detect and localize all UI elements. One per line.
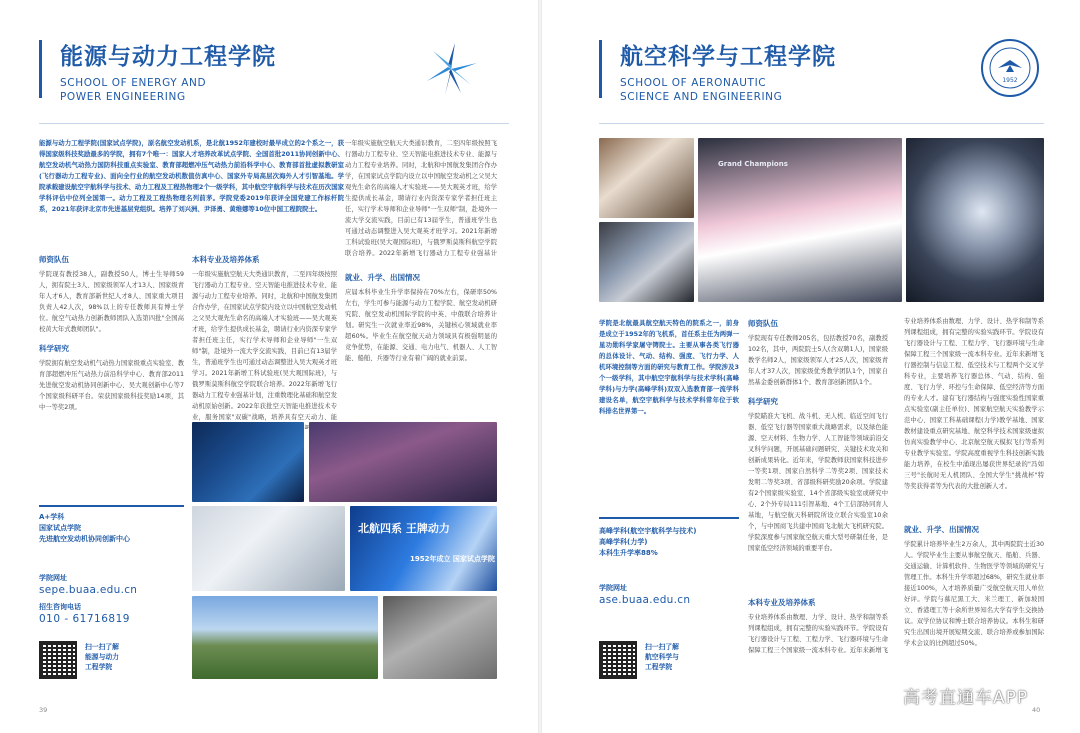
school-website-link[interactable]: ase.buaa.edu.cn [599,594,691,606]
right-page [542,0,1080,733]
left-side-info: A+学科 国家试点学院 先进航空发动机协同创新中心 学院网址 sepe.buaa.edu.cn 招生咨询电话 010 - 61716819 [39,512,184,625]
right-column-2 [748,310,888,656]
section-heading: 就业、升学、出国情况 [904,525,979,534]
section-body: 一年级实施航空航天大类通识教育，二至四年级按照飞行器动力工程专业、空天智能电推进技术专业、能源与动力工程专业培养。同时，北航和中国航发集团合作办学，在国家试点学院内设立以中国航空发动机之父吴大观先生命名的高端人才实验班——吴大观英才班，给学生提供成长基金，聘请行业内资深专家学者担任班主任，实行学术导师和企业导师"一生双师"制，赴境外一流大学交流实践，目前已有13届学生，普通班学生也可通过动态调整进入吴大观英才班学习。2021年新增工科试验班(吴大观国际班)，与俄罗斯莫斯科航空学院联合培养。2022年新增飞行器动力工程专业强基计划，注重数理化基础和航空发动机原始创新。2022年获批空天智能电推进技术专业，服务国家"双碳"战略，培养具有空天动力、能 创新 [192,271,337,429]
section-body: 学院瞄准大飞机、战斗机、无人机、临近空间飞行器、低空飞行器等国家重大战略需求，以及绿色能源、空天材料、生物力学、人工智能等领域前沿交叉科学问题，开展基础问题研究、关键技术攻关和创新成果转化。近年来，学院教师获国家科技进步一等奖1项、国家自然科学二等奖2项、国家技术发明二等奖3项、省部级科研奖励20余项。学院建有2个国家级实验室、14个省部级实验室或研究中心、2个外专局111引智基地、4个工信部协同育人基地，与航空航天科研院所设立联合实验室10余个，与中国商飞共建中国商飞北航大飞机研究院。学院深度参与国家航空航天重大型号研制任务，是国家低空经济领域的重要平台。 [748,413,888,552]
section-heading: 本科专业及培养体系 [192,255,260,264]
section-body: 专业培养体系由数理、力学、设计、热学和制等系列课程组成，拥有完整的实验实践环节。学院设有飞行器设计与工程、工程力学、飞行器环境与生命保障工程三个国家级一流本科专业。近年来新增飞 [748,614,888,654]
title-accent-bar [599,40,602,98]
title-accent-bar [39,40,42,98]
section-heading: 本科专业及培养体系 [748,598,816,607]
energy-pinwheel-logo-icon [420,38,482,100]
buaa-seal-logo-icon [980,38,1040,98]
section-heading: 师资队伍 [748,319,778,328]
left-column-3 [345,138,497,364]
photo-wind-tunnel [906,138,1044,302]
intro-paragraph: 能源与动力工程学院(国家试点学院)，原名航空发动机系，是北航1952年建校时最早成立的2个系之一，获得国家级科技奖励最多的学院，拥有7个唯一：国家人才培养改革试点学院、全国首批2011协同创新中心、航空发动机气动热力国防科技重点实验室、教育部超燃冲压气动热力前沿科学中心、教育部首批虚拟教研室(飞行器动力工程专业)、面向全行业的航空发动机数值仿真中心、国家外专局高层次海外人才引智基地。学院承载建设航空宇航科学与技术、动力工程及工程热物理2个一级学科，其中航空宇航科学与技术在历次国家学科评估中位列全国第一。动力工程及工程热物理名列前茅。学院党委2019年获评全国党建工作标杆院系，2021年获评北京市先进基层党组织。培养了刘兴洲、尹泽勇、黄维娜等10位中国工程院院士。 [39,139,344,213]
right-column-3 [904,316,1044,689]
svg-text:1952: 1952 [1002,77,1018,84]
section-body: 学院现有专任教师205名，包括教授70名，副教授102名，其中，两院院士5人(含双聘1人)，国家级教学名师2人，国家级领军人才25人次，国家级青年人才37人次，国家级优秀教学团队1个，国家自然基金委创新群体1个、教育部创新团队1个。 [748,335,888,386]
right-side-info: 高峰学科(航空宇航科学与技术) 高峰学科(力学) 本科生升学率88% 学院网址 ase.buaa.edu.cn [599,526,739,606]
page-subtitle-en: SCHOOL OF ENERGY AND POWER ENGINEERING [60,77,207,103]
section-body: 学院现有教授38人，副教授50人，博士生导师59人，拥有院士3人、国家级领军人才13人、国家级青年人才6人，教育部新世纪人才8人、国家重大项目负责人42人次，98%以上的专任教师具有博士学位。航空气动热力创新教师团队入选第四批"全国高校黄大年式教师团队"。 [39,271,184,333]
photo-banner: 北航四系 王牌动力 1952年成立 国家试点学院 [350,506,497,591]
section-heading: 科学研究 [748,397,778,406]
left-column-1 [39,246,184,413]
section-body-continued: 一年级实施航空航天大类通识教育，二至四年级按照飞行器动力工程专业、空天智能电推进技术专业、能源与动力工程专业培养。同时，北航和中国航发集团合作办学，在国家试点学院内设立以中国航空发动机之父吴大观先生命名的高端人才实验班——吴大观英才班，给学生提供成长基金，聘请行业内资深专家学者担任班主任，实行学术导师和企业导师"一生双师"制，赴境外一流大学交流实践，目前已有13届学生，普通班学生也可通过动态调整进入吴大观英才班学习。2021年新增工科试验班(吴大观国际班)，与俄罗斯莫斯科航空学院联合培养。2022年新增飞行器动力工程专业强基计 [345,140,497,257]
photo-engine [383,596,497,679]
intro-paragraph: 学院是北航最具航空航天特色的院系之一，前身是成立于1952年的飞机系，首任系主任为两弹一星功勋科学家屠守锷院士。主要从事各类飞行器的总体设计、气动、结构、强度、飞行力学、人机环境控制等方面的研究与教育工作。学院涉及3个一级学科，其中航空宇航科学与技术学科(高峰学科)与力学(高峰学科)双双入选教育部一流学科建设名单，航空宇航科学与技术学科常年位于软科排名世界第一。 [599,319,739,415]
photo-professor [599,138,694,218]
admission-phone[interactable]: 010 - 61716819 [39,613,130,625]
qr-caption: 扫一扫了解 航空科学与 工程学院 [645,643,679,671]
photo-stage [309,422,497,502]
page-number: 40 [1032,706,1041,714]
page-number: 39 [39,706,48,714]
photo-reading [599,222,694,302]
section-heading: 就业、升学、出国情况 [345,273,420,282]
section-body: 应届本科毕业生升学率保持在70%左右，保研率50%左右，学生可参与能源与动力工程学院、航空发动机研究院、航空发动机国际学院的中英、中俄联合培养计划。研究生一次就业率近98%，关键核心领域就业率超60%。毕业生在航空航天动力领域具有极强明显的竞争优势，在能源、交通、电力电气、机器人、人工智能、船舶、兵器等行业有着广阔的就业前景。 [345,289,497,362]
photo-lab-hall [192,506,345,591]
qr-code-icon[interactable] [599,641,637,679]
section-body: 学院拥有航空发动机气动热力国家级重点实验室、教育部超燃冲压气动热力前沿科学中心、教育部2011先进航空发动机协同创新中心、吴大观创新中心等7个国家级科研平台。荣获国家级科技奖励14项，其中一等奖2项。 [39,360,184,411]
section-body-continued: 专业培养体系由数理、力学、设计、热学和制等系列课程组成，拥有完整的实验实践环节。学院设有飞行器设计与工程、工程力学、飞行器环境与生命保障工程三个国家级一流本科专业。近年来新增飞行器控制与信息工程、低空技术与工程两个交叉学科专业，主要培养飞行器总体、气动、结构、强度、飞行力学、环控与生命保障、低空经济等方面的专业人才。建有飞行器结构与强度实验性国家重点实验室(副主任单位)、国家航空航天实验教学示范中心、国家工科基础课程(力学)教学基地、国家教材建设重点研究基地、航空科学技术国家级虚拟仿真实验教学中心、北京航空航天模拟飞行等系列专业教学实验室。学院高度重视学生科技创新实践能力培养，在校生中涌现出屡获世界纪录的"冯如三号"长航时无人机团队、全国大学生"挑战杯"特等奖获得者等为代表的大批创新人才。 [904,318,1044,490]
photo-team [192,596,378,679]
section-heading: 师资队伍 [39,255,69,264]
page-title: 能源与动力工程学院 [60,44,276,70]
section-heading: 科学研究 [39,344,69,353]
photo-lab [192,422,304,502]
school-website-link[interactable]: sepe.buaa.edu.cn [39,584,138,596]
page-subtitle-en: SCHOOL OF AERONAUTIC SCIENCE AND ENGINEERING [620,77,783,103]
photo-champions: Grand Champions [698,138,902,302]
left-column-2 [192,246,337,429]
left-page [0,0,538,733]
page-title: 航空科学与工程学院 [620,44,836,70]
section-body: 学院累计培养毕业生2万余人，其中两院院士近30人。学院毕业生主要从事航空航天、船舶、兵器、交通运输、计算机软件、生物医学等领域的研究与管理工作。本科生升学率超过68%，研究生就业率接近100%，入才培养质量广受航空航天用人单位好评。学院与慕尼黑工大、米兰理工、新加坡国立、香港理工等十余所世界知名大学有学生交换协议。双学位协议和博士联合培养协议。本科生和研究生出国出境开展短期交流、联合培养或参加国际学术会议的比例超过50%。 [904,541,1044,647]
qr-caption: 扫一扫了解 能源与动力 工程学院 [85,643,119,671]
qr-code-icon[interactable] [39,641,77,679]
watermark-text: 高考直通车APP [903,688,1029,708]
